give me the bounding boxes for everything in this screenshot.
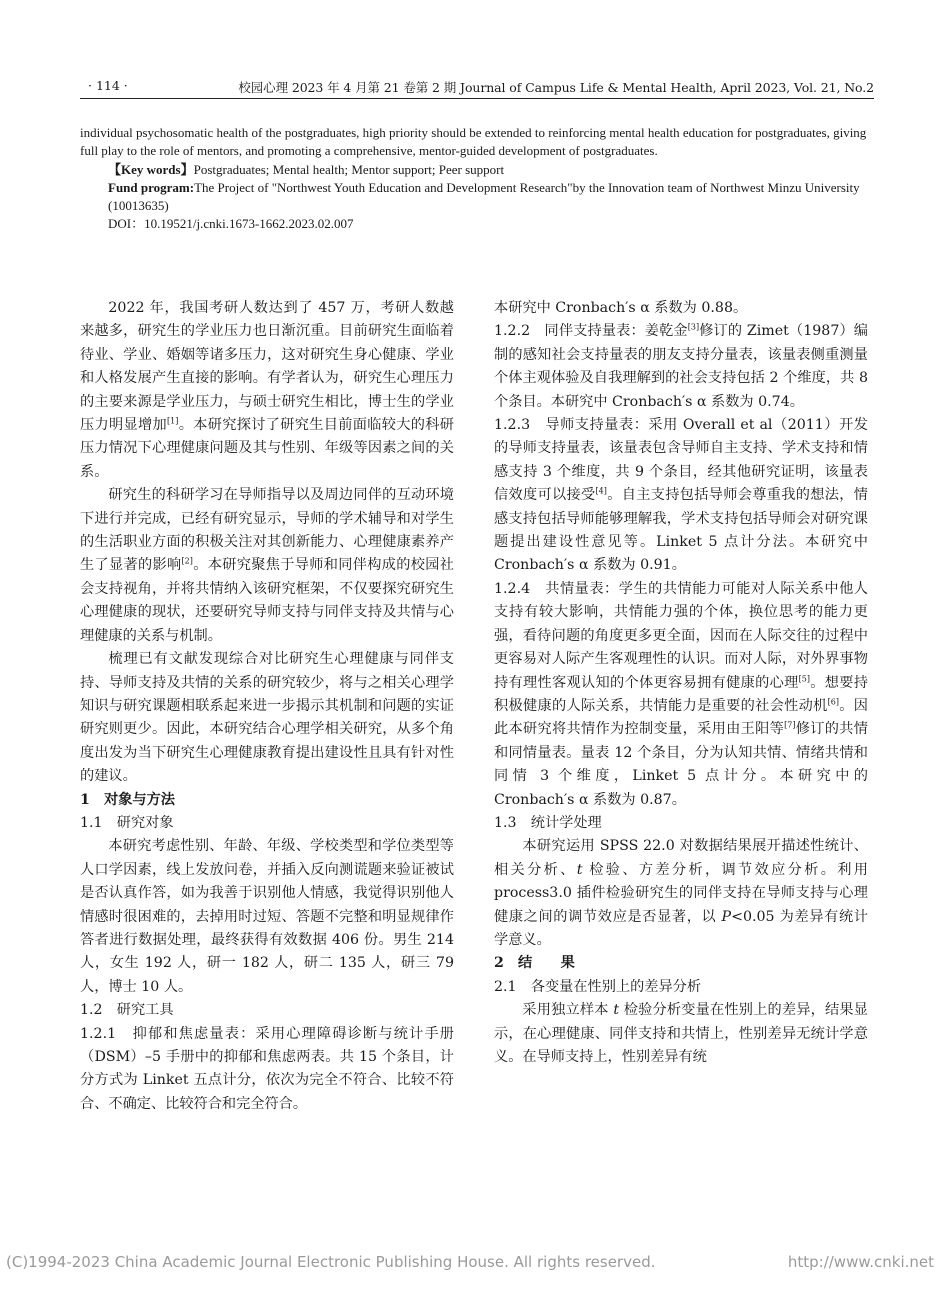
- header-rule: [80, 98, 874, 99]
- scale-1-2-1-paragraph: 1.2.1 抑郁和焦虑量表：采用心理障碍诊断与统计手册（DSM）–5 手册中的抑郁和焦虑两表。共 15 个条目，计分方式为 Linket 五点计分，依次为完全不符合、比较不符合、不确定、比较符合和完全符合。: [80, 1025, 454, 1112]
- keywords-line: [80, 161, 880, 179]
- abstract-block: [80, 124, 880, 234]
- intro-paragraph-2: 研究生的科研学习在导师指导以及周边同伴的互动环境下进行并完成，已经有研究显示，导师的学术辅导和对学生的生活职业方面的积极关注对其创新能力、心理健康素养产生了显著的影响[2]。本研究聚焦于导师和同伴构成的校园社会支持视角，并将共情纳入该研究框架，不仅要探究研究生心理健康的现状，还要研究导师支持与同伴支持及共情与心理健康的关系与机制。: [80, 487, 454, 644]
- subjects-paragraph: 本研究考虑性别、年龄、年级、学校类型和学位类型等人口学因素，线上发放问卷，并插入反向测谎题来验证被试是否认真作答，如为我善于识别他人情感，我觉得识别他人情感时很困难的，去掉用时过短、答题不完整和明显规律作答者进行数据处理，最终获得有效数据 406 份。男生 214 人，女生 192 人，研一 182 人，研二 135 人，研三 79 人，博士 10 人。: [80, 838, 454, 995]
- keywords-text: Postgraduates; Mental health; Mentor support; Peer support: [193, 161, 505, 177]
- scale-1-2-2-label: 1.2.2 同伴支持量表：: [494, 323, 645, 340]
- subsection-heading-1-1: 1.1 研究对象: [80, 814, 174, 831]
- fund-text: The Project of "Northwest Youth Education and Development Research"by the Innovation team of Northwest Minzu University (10013635): [108, 179, 860, 214]
- scale-1-2-4-label: 1.2.4 共情量表：: [494, 580, 619, 597]
- alpha-line: 本研究中 Cronbach′s α 系数为 0.88。: [494, 300, 748, 316]
- subsection-heading-2-1: 2.1 各变量在性别上的差异分析: [494, 978, 702, 995]
- citation-2[interactable]: [2]: [181, 556, 193, 566]
- section-heading-1: 1 对象与方法: [80, 791, 175, 808]
- cnki-link[interactable]: http://www.cnki.net: [787, 1253, 934, 1271]
- fund-label: Fund program:: [108, 179, 195, 195]
- results-paragraph: 采用独立样本 t 检验分析变量在性别上的差异，结果显示，在心理健康、同伴支持和共情上，性别差异无统计学意义。在导师支持上，性别差异有统: [494, 1002, 868, 1065]
- left-column: [80, 297, 454, 1116]
- keywords-label: 【Key words】: [108, 161, 194, 177]
- citation-1[interactable]: [1]: [167, 416, 179, 426]
- scale-1-2-4-paragraph: 1.2.4 共情量表：学生的共情能力可能对人际关系中他人支持有较大影响，共情能力强的个体，换位思考的能力更强，看待问题的角度更多更全面，因而在人际交往的过程中更容易对人际产生客观理性的认识。而对人际，对外界事物持有理性客观认知的个体更容易拥有健康的心理[5]。想要持积极健康的人际关系，共情能力是重要的社会性动机[6]。因此本研究将共情作为控制变量，采用由王阳等[7]修订的共情和同情量表。量表 12 个条目，分为认知共情、情绪共情和同情 3 个维度，Linket 5 点计分。本研究中的 Cronbach′s α 系数为 0.87。: [494, 580, 868, 808]
- doi-line: DOI：10.19521/j.cnki.1673-1662.2023.02.007: [108, 216, 354, 232]
- subsection-heading-1-2: 1.2 研究工具: [80, 1002, 174, 1019]
- statistics-paragraph: 本研究运用 SPSS 22.0 对数据结果展开描述性统计、相关分析、t 检验、方差分析，调节效应分析。利用 process3.0 插件检验研究生的同伴支持在导师支持与心理健康之间的调节效应是否显著，以 P<0.05 为差异有统计学意义。: [494, 838, 868, 948]
- citation-7[interactable]: [7]: [784, 720, 796, 730]
- fund-line: [80, 179, 880, 216]
- citation-4[interactable]: [4]: [595, 486, 607, 496]
- scale-1-2-1-label: 1.2.1 抑郁和焦虑量表：: [80, 1025, 256, 1042]
- citation-6[interactable]: [6]: [827, 697, 839, 707]
- journal-header: 校园心理 2023 年 4 月第 21 卷第 2 期 Journal of Campus Life & Mental Health, April 2023, Vol. 21, No.2: [238, 80, 874, 95]
- intro-paragraph-3: 梳理已有文献发现综合对比研究生心理健康与同伴支持、导师支持及共情的关系的研究较少，将与之相关心理学知识与研究课题相联系起来进一步揭示其机制和问题的实证研究则更少。因此，本研究结合心理学相关研究，从多个角度出发为当下研究生心理健康教育提出建设性且具有针对性的建议。: [80, 651, 454, 785]
- right-column: [494, 297, 868, 1069]
- section-heading-2: 2 结 果: [494, 955, 575, 972]
- page-number: · 114 ·: [88, 78, 128, 93]
- subsection-heading-1-3: 1.3 统计学处理: [494, 814, 602, 831]
- abstract-tail: individual psychosomatic health of the postgraduates, high priority should be extended to reinforcing mental health education for postgraduates, giving full play to the role of mentors, and promoting a comprehensive, mentor-guided development of postgraduates.: [80, 125, 867, 159]
- intro-paragraph-1: 2022 年，我国考研人数达到了 457 万，考研人数越来越多，研究生的学业压力也日渐沉重。目前研究生面临着待业、学业、婚姻等诸多压力，这对研究生身心健康、学业和人格发展产生直接的影响。有学者认为，研究生心理压力的主要来源是学业压力，与硕士研究生相比，博士生的学业压力明显增加[1]。本研究探讨了研究生目前面临较大的科研压力情况下心理健康问题及其与性别、年级等因素之间的关系。: [80, 300, 454, 480]
- scale-1-2-3-label: 1.2.3 导师支持量表：: [494, 417, 649, 434]
- scale-1-2-2-paragraph: 1.2.2 同伴支持量表：姜乾金[3]修订的 Zimet（1987）编制的感知社会支持量表的朋友支持分量表，该量表侧重测量个体主观体验及自我理解到的社会支持包括 2 个维度，共 8 个条目。本研究中 Cronbach′s α 系数为 0.74。: [494, 322, 868, 410]
- copyright-text: (C)1994-2023 China Academic Journal Electronic Publishing House. All rights reserved.: [6, 1253, 656, 1271]
- citation-3[interactable]: [3]: [687, 322, 700, 332]
- scale-1-2-3-paragraph: 1.2.3 导师支持量表：采用 Overall et al（2011）开发的导师支持量表，该量表包含导师自主支持、学术支持和情感支持 3 个维度，共 9 个条目，经其他研究证明，该量表信效度可以接受[4]。自主支持包括导师会尊重我的想法，情感支持包括导师能够理解我，学术支持包括导师会对研究课题提出建设性意见等。Linket 5 点计分法。本研究中 Cronbach′s α 系数为 0.91。: [494, 417, 868, 574]
- citation-5[interactable]: [5]: [798, 673, 810, 683]
